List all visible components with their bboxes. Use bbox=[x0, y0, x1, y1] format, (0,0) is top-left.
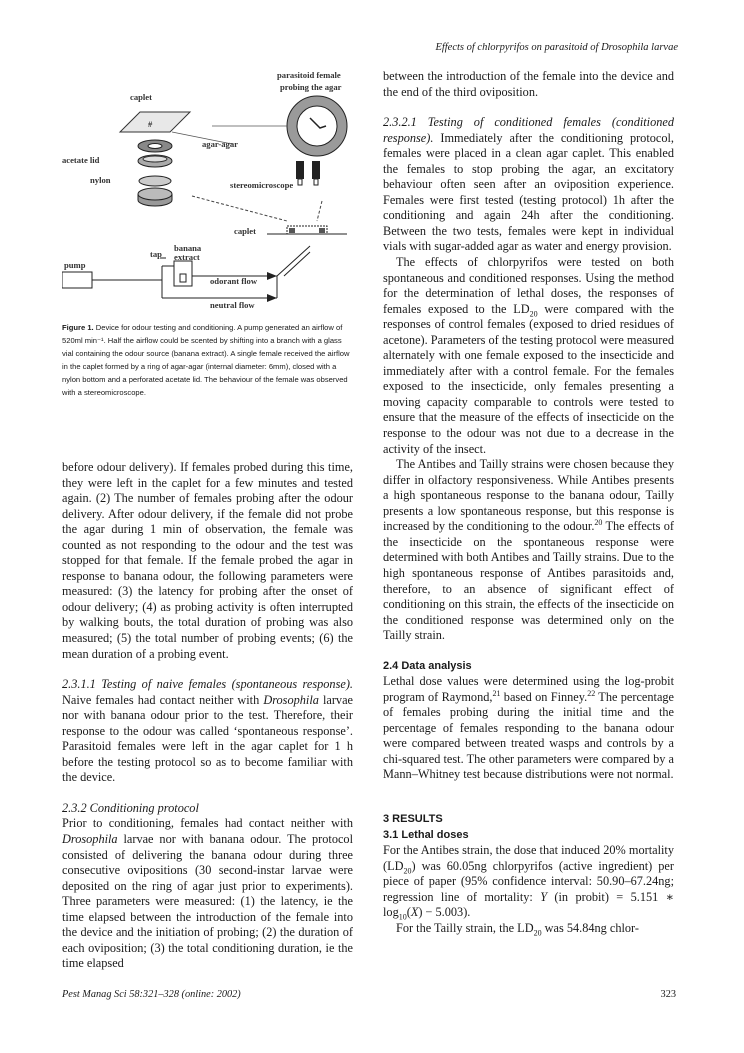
label-parasitoid: parasitoid female bbox=[277, 70, 341, 80]
subsection-heading: 2.3.2.1 Testing of conditioned females (conditioned response). bbox=[383, 115, 674, 145]
paragraph: For the Tailly strain, the $LD_{20}$ was 54.84ng chlor- bbox=[396, 920, 640, 938]
device-diagram bbox=[62, 66, 358, 316]
label-agar-agar: agar-agar bbox=[202, 139, 238, 149]
bouts-drawing bbox=[138, 188, 172, 206]
label-probing: probing the agar bbox=[280, 82, 342, 92]
agar-ring-drawing bbox=[138, 140, 172, 167]
paragraph: 2.3.2.1 Testing of conditioned females (conditioned response). Immediately after the conditioning protocol, females were placed in a clean agar caplet. This enabled the females to stop probing the agar, an excitatory behaviour often seen after an oviposition experience. Females were first tested (testing protocol) 1h after the conditioning and again 24h after the conditioning. Between the two tests, females were kept in individual vials with sugar-added agar as water and energy provision. bbox=[383, 115, 674, 254]
section-heading: 2.4 Data analysis bbox=[383, 659, 472, 672]
subsection-heading: 2.3.1.1 Testing of naive females (spontaneous response). bbox=[62, 677, 353, 692]
grid-mark: # bbox=[148, 119, 153, 129]
right-column bbox=[383, 69, 674, 936]
stereomicroscope-drawing bbox=[296, 161, 320, 185]
label-nylon: nylon bbox=[90, 175, 111, 185]
figure-caption bbox=[62, 321, 353, 400]
caption-text: Device for odour testing and conditioning. A pump generated an airflow of 520ml min⁻¹. Half the airflow could be scented by shifting into a branch with a glass vial containing the odour source (banana extract). A single female received the airflow in the caplet formed by a ring of agar-agar (internal diameter: 6mm), closed with a nylon bottom and a perforated acetate lid. The behaviour of the female was observed with a stereomicroscope. bbox=[62, 323, 350, 398]
left-column bbox=[62, 460, 353, 972]
paragraph: before odour delivery). If females probed during this time, they were left in the caplet for a few minutes and tested again. (2) The number of females probing after the odour delivery. After odour delivery, if the female did not probe the agar during 1 min of observation, the female was counted as not responding to the odour and the test was stopped for that female. If the female probed the agar in response to banana odour, the following parameters were measured: (3) the latency for probing after the onset of odour delivery; (4) as probing activity is often interrupted by walking bouts, the total duration of probing was also measured; (5) the total number of probing events; (6) the mean duration of a probing event. bbox=[62, 460, 353, 661]
label-caplet-top: caplet bbox=[130, 92, 152, 102]
caption-label: Figure 1. bbox=[62, 323, 94, 332]
paragraph: Prior to conditioning, females had contact neither with Drosophila larvae nor with banana odour. The protocol consisted of delivering the banana odour during three consecutive ovipositions (30 second-instar larvae were deposited on the ring of agar just prior to experiments). Three parameters were measured: (1) the latency, ie the time elapsed between the introduction of the female into the device and the initiation of probing; (2) the duration of each oviposition; (3) the total conditioning duration, ie the time elapsed bbox=[62, 816, 353, 971]
label-stereomicroscope: stereomicroscope bbox=[230, 180, 294, 190]
label-odorant-flow: odorant flow bbox=[210, 276, 258, 286]
section-heading: 3 RESULTS bbox=[383, 813, 443, 826]
figure-1 bbox=[62, 66, 358, 316]
label-extract: extract bbox=[174, 252, 200, 262]
paragraph: 2.3.1.1 Testing of naive females (spontaneous response). Naive females had contact neither with Drosophila larvae nor with banana odour prior to the test. Therefore, their response to the odour was called ‘spontaneous response’. Parasitoid females were left in the agar caplet for 1 h before the testing protocol so as to become familiar with the device. bbox=[62, 677, 353, 785]
label-banana: banana bbox=[174, 243, 202, 253]
paragraph: Lethal dose values were determined using the log-probit program of Raymond,$^{21}$ based on Finney.$^{22}$ The percentage of females probing during the initial time and the percentage of females responding to the banana odour were compared between treated wasps and controls by a chi-squared test. The other parameters were compared by a Mann–Whitney test because distributions were not normal. bbox=[383, 674, 675, 782]
label-caplet-mid: caplet bbox=[234, 226, 256, 236]
label-pump: pump bbox=[64, 260, 86, 270]
caplet-lid-drawing bbox=[120, 112, 190, 132]
paragraph: For the Antibes strain, the dose that induced 20% mortality $(LD_{20})$ was 60.05ng chlorpyrifos (active ingredient) per piece of paper (95% confidence interval: 50.90–67.24ng; regression line of mortality: Y (in probit) = 5.151 ∗ $\log_{10}(X) - 5.003$). bbox=[383, 843, 674, 922]
caplet-mid-drawing bbox=[267, 226, 347, 234]
paragraph: between the introduction of the female into the device and the end of the third oviposition. bbox=[383, 69, 674, 99]
label-tap: tap bbox=[150, 249, 162, 259]
page-number: 323 bbox=[660, 989, 676, 1000]
label-acetate-lid: acetate lid bbox=[62, 155, 100, 165]
running-head: Effects of chlorpyrifos on parasitoid of Drosophila larvae bbox=[435, 42, 678, 53]
paragraph: The Antibes and Tailly strains were chosen because they differ in olfactory responsiveness. While Antibes presents a high spontaneous response to the banana odour, Tailly presents a low spontaneous response, but this response is increased by the conditioning to the odour.$^{20}$ The effects of the insecticide on the spontaneous response were determined with both Antibes and Tailly strains. Due to the high spontaneous response of Antibes parasitoids and, therefore, to an absence of significant effect of conditioning on this strain, the effects of the insecticide on the conditioned response was determined only on the Tailly strain. bbox=[383, 457, 674, 643]
nylon-drawing bbox=[139, 176, 171, 186]
subsection-heading: 2.3.2 Conditioning protocol bbox=[62, 800, 199, 815]
journal-footer: Pest Manag Sci 58:321–328 (online: 2002) bbox=[62, 989, 241, 1000]
label-neutral-flow: neutral flow bbox=[210, 300, 255, 310]
probing-circle-drawing bbox=[287, 96, 347, 156]
section-heading: 3.1 Lethal doses bbox=[383, 828, 469, 841]
paragraph: The effects of chlorpyrifos were tested on both spontaneous and conditioned responses. Using the method for the determination of lethal doses, the responses of females exposed to the $LD_{20}$ were compared with the responses of control females (exposed to dried residues of acetone). Parameters of the testing protocol were measured alternately with one female exposed to the insecticide and immediately after with a control female. For the females exposed to the insecticide, only females presenting a moving capacity comparable to controls were tested to ensure that the measure of the effects of insecticide on the response to the odour was not due to a decrease in the activity of the insect. bbox=[383, 255, 674, 456]
